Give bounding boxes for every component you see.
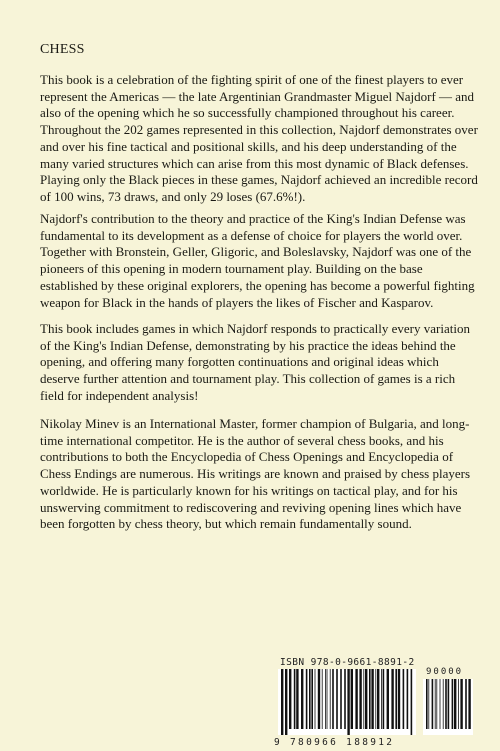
- price-addon-digits: 90000: [426, 667, 464, 677]
- barcode-bar: [436, 679, 437, 729]
- barcode-bar: [407, 669, 409, 729]
- category-label: CHESS: [40, 42, 85, 57]
- barcode-bar: [344, 669, 346, 729]
- barcode-bar: [351, 669, 353, 729]
- barcode-bar: [428, 679, 429, 729]
- barcode-bar: [468, 679, 470, 729]
- addon-barcode-bars: [423, 679, 473, 735]
- barcode-bar: [301, 669, 303, 729]
- barcode-bar: [340, 669, 342, 729]
- barcode-bar: [347, 669, 349, 735]
- barcode-bar: [294, 669, 296, 729]
- barcode-bar: [448, 679, 450, 729]
- barcode-bar: [435, 679, 436, 729]
- barcode-bar: [363, 669, 364, 729]
- barcode-bar: [371, 669, 373, 729]
- barcode-bar: [359, 669, 361, 729]
- barcode-bar: [398, 669, 400, 729]
- barcode-bar: [465, 679, 467, 729]
- ean-digits: 9 780966 188912: [274, 737, 395, 748]
- barcode-bar: [460, 679, 462, 729]
- barcode-bar: [318, 669, 320, 729]
- barcode-bar: [395, 669, 397, 729]
- isbn-label: ISBN 978-0-9661-8891-2: [280, 657, 415, 668]
- barcode-bar: [387, 669, 389, 729]
- barcode-bar: [432, 679, 434, 729]
- barcode-bar: [289, 669, 291, 729]
- barcode-bar: [327, 669, 328, 729]
- barcode-bar: [281, 669, 283, 735]
- barcode-bar: [458, 679, 459, 729]
- barcode-bar: [309, 669, 311, 729]
- barcode-bar: [403, 669, 405, 729]
- barcode-bar: [336, 669, 338, 729]
- barcode-bar: [311, 669, 313, 729]
- barcode-bar: [296, 669, 298, 729]
- barcode-bar: [325, 669, 326, 729]
- barcode-bar: [411, 669, 413, 735]
- barcode-bar: [454, 679, 456, 729]
- barcode-bar: [445, 679, 447, 729]
- barcode-bar: [426, 679, 428, 729]
- blurb-paragraph-3: This book includes games in which Najdorf responds to practically every variation of the King's Indian Defense, demonstrating by his practice the ideas behind the opening, and offering many forgotten continuations and original ideas which deserve further attention and tournament play. This collection of games is a rich field for independent analysis!: [40, 321, 470, 403]
- barcode-bar: [381, 669, 382, 729]
- barcode-bar: [377, 669, 379, 729]
- barcode-bar: [322, 669, 323, 729]
- barcode-bar: [330, 669, 331, 729]
- barcode-bar: [452, 679, 454, 729]
- barcode-bar: [391, 669, 393, 729]
- barcode-bar: [315, 669, 316, 729]
- isbn-barcode: [274, 657, 474, 749]
- barcode-bar: [355, 669, 357, 729]
- barcode-bar: [365, 669, 367, 729]
- barcode-bar: [369, 669, 371, 729]
- author-bio-paragraph: Nikolay Minev is an International Master, former champion of Bulgaria, and long-time international competitor. He is the author of several chess books, and his contributions to both the Encyclopedia of Chess Openings and Encyclopedia of Chess Endings are numerous. His writings are known and praised by chess players worldwide. He is particularly known for his writings on tactical play, and for his unswerving commitment to rediscovering and reviving opening lines which have been forgotten by chess theory, but which remain fundamentally sound.: [40, 416, 470, 532]
- barcode-bar: [306, 669, 308, 729]
- barcode-bar: [443, 679, 444, 729]
- barcode-bar: [332, 669, 334, 729]
- barcode-bar: [285, 669, 287, 735]
- ean-barcode-bars: [278, 669, 416, 735]
- barcode-bar: [375, 669, 376, 729]
- barcode-bar: [383, 669, 385, 729]
- blurb-paragraph-1: This book is a celebration of the fighting spirit of one of the finest players to ever represent the Americas — the late Argentinian Grandmaster Miguel Najdorf — and also of the opening which he so successfully championed throughout his career. Throughout the 202 games represented in this collection, Najdorf demonstrates over and over his fine tactical and positional skills, and his deep understanding of the many varied structures which can arise from this most dynamic of Black defenses. Playing only the Black pieces in these games, Najdorf achieved an incredible record of 100 wins, 73 draws, and only 29 loses (67.6%!).: [40, 72, 478, 204]
- barcode-bar: [440, 679, 441, 729]
- blurb-paragraph-2: Najdorf's contribution to the theory and practice of the King's Indian Defense was fundamental to its development as a defense of choice for players the world over. Together with Bronstein, Geller, Gligoric, and Boleslavsky, Najdorf was one of the pioneers of this opening in modern tournament play. Building on the base established by these original explorers, the opening has become a powerful fighting weapon for Black in the hands of players the likes of Fischer and Kasparov.: [40, 211, 475, 310]
